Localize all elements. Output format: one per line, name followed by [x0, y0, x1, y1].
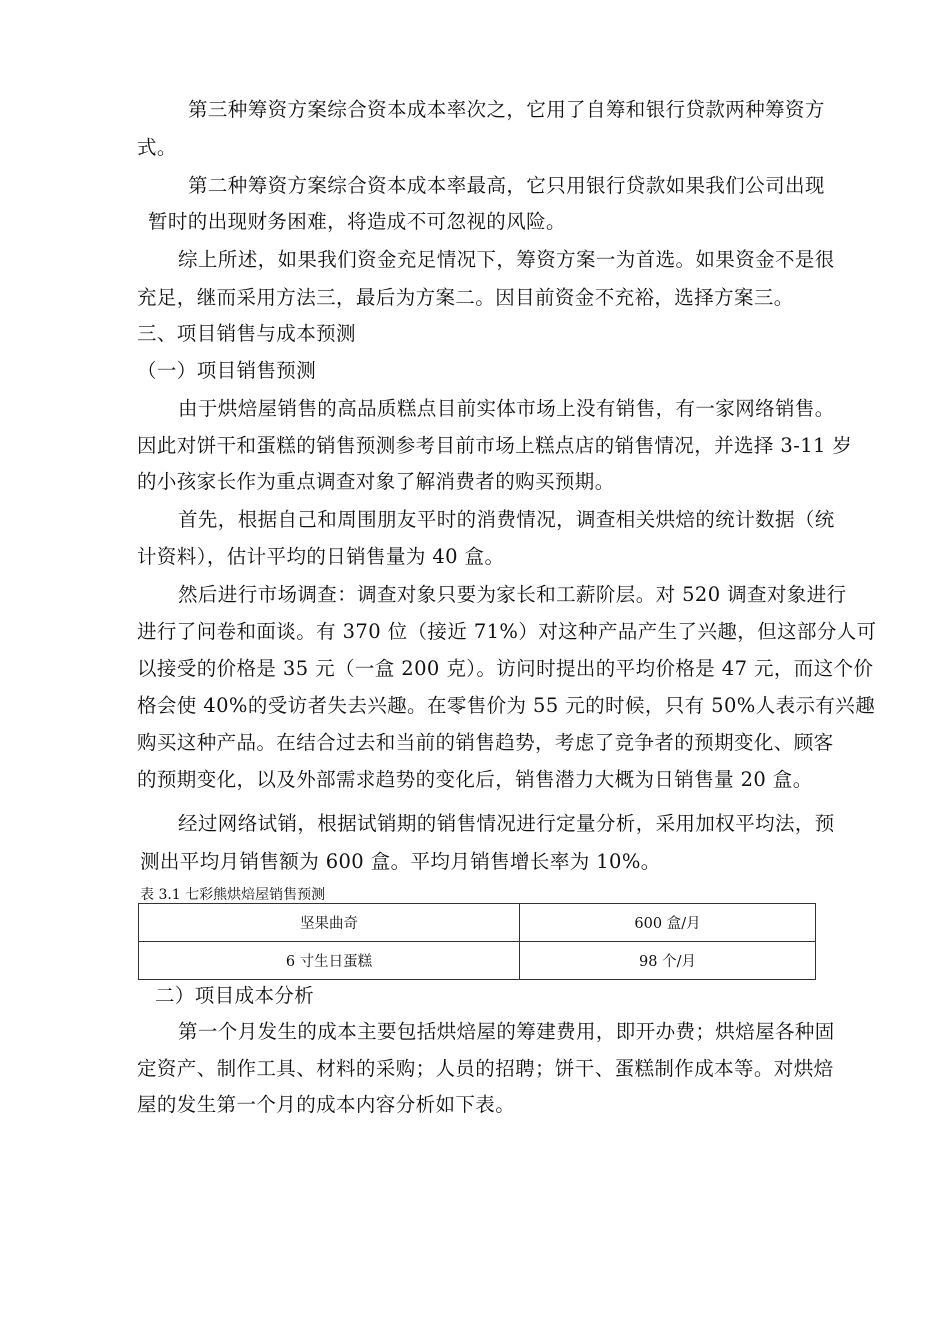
- table-row: [139, 942, 816, 980]
- paragraph-line: 然后进行市场调查：调查对象只要为家长和工薪阶层。对 520 调查对象进行: [178, 583, 847, 606]
- paragraph-line: 第三种筹资方案综合资本成本率次之，它用了自筹和银行贷款两种筹资方: [188, 98, 825, 121]
- sales-forecast-table: [138, 903, 816, 980]
- paragraph-line: 以接受的价格是 35 元（一盒 200 克）。访问时提出的平均价格是 47 元，而这个价: [137, 657, 874, 680]
- paragraph-line: 暂时的出现财务困难，将造成不可忽视的风险。: [148, 210, 566, 233]
- paragraph-line: 的预期变化，以及外部需求趋势的变化后，销售潜力大概为日销售量 20 盒。: [137, 768, 813, 791]
- paragraph-line: 因此对饼干和蛋糕的销售预测参考目前市场上糕点店的销售情况，并选择 3-11 岁: [137, 434, 853, 457]
- paragraph-line: 综上所述，如果我们资金充足情况下，筹资方案一为首选。如果资金不是很: [178, 248, 835, 271]
- paragraph-line: 测出平均月销售额为 600 盒。平均月销售增长率为 10%。: [140, 850, 661, 873]
- paragraph-line: 定资产、制作工具、材料的采购；人员的招聘；饼干、蛋糕制作成本等。对烘焙: [137, 1057, 834, 1080]
- paragraph-line: 首先，根据自己和周围朋友平时的消费情况，调查相关烘焙的统计数据（统: [178, 508, 835, 531]
- paragraph-line: 充足，继而采用方法三，最后为方案二。因目前资金不充裕，选择方案三。: [137, 286, 794, 309]
- paragraph-line: 的小孩家长作为重点调查对象了解消费者的购买预期。: [137, 470, 615, 493]
- paragraph-line: 式。: [137, 136, 177, 159]
- paragraph-line: 格会使 40%的受访者失去兴趣。在零售价为 55 元的时候，只有 50%人表示有兴趣: [137, 694, 876, 717]
- paragraph-line: 进行了问卷和面谈。有 370 位（接近 71%）对这种产品产生了兴趣，但这部分人可: [137, 620, 877, 643]
- table-caption: 表 3.1 七彩熊烘焙屋销售预测: [140, 887, 326, 903]
- table-row: [139, 904, 816, 942]
- paragraph-line: 计资料），估计平均的日销售量为 40 盒。: [137, 545, 505, 568]
- paragraph-line: 购买这种产品。在结合过去和当前的销售趋势，考虑了竞争者的预期变化、顾客: [137, 731, 834, 754]
- paragraph-line: 第一个月发生的成本主要包括烘焙屋的筹建费用，即开办费；烘焙屋各种固: [178, 1020, 835, 1043]
- paragraph-line: 由于烘焙屋销售的高品质糕点目前实体市场上没有销售，有一家网络销售。: [178, 397, 835, 420]
- subsection-heading: 二）项目成本分析: [155, 984, 315, 1007]
- section-heading: 三、项目销售与成本预测: [137, 322, 356, 345]
- paragraph-line: 经过网络试销，根据试销期的销售情况进行定量分析，采用加权平均法，预: [178, 812, 835, 835]
- quantity-cell: 98 个/月: [520, 942, 816, 980]
- quantity-cell: 600 盒/月: [520, 904, 816, 942]
- product-cell: 6 寸生日蛋糕: [139, 942, 520, 980]
- paragraph-line: 屋的发生第一个月的成本内容分析如下表。: [137, 1093, 516, 1116]
- paragraph-line: 第二种筹资方案综合资本成本率最高，它只用银行贷款如果我们公司出现: [188, 174, 825, 197]
- subsection-heading: （一）项目销售预测: [137, 359, 317, 382]
- product-cell: 坚果曲奇: [139, 904, 520, 942]
